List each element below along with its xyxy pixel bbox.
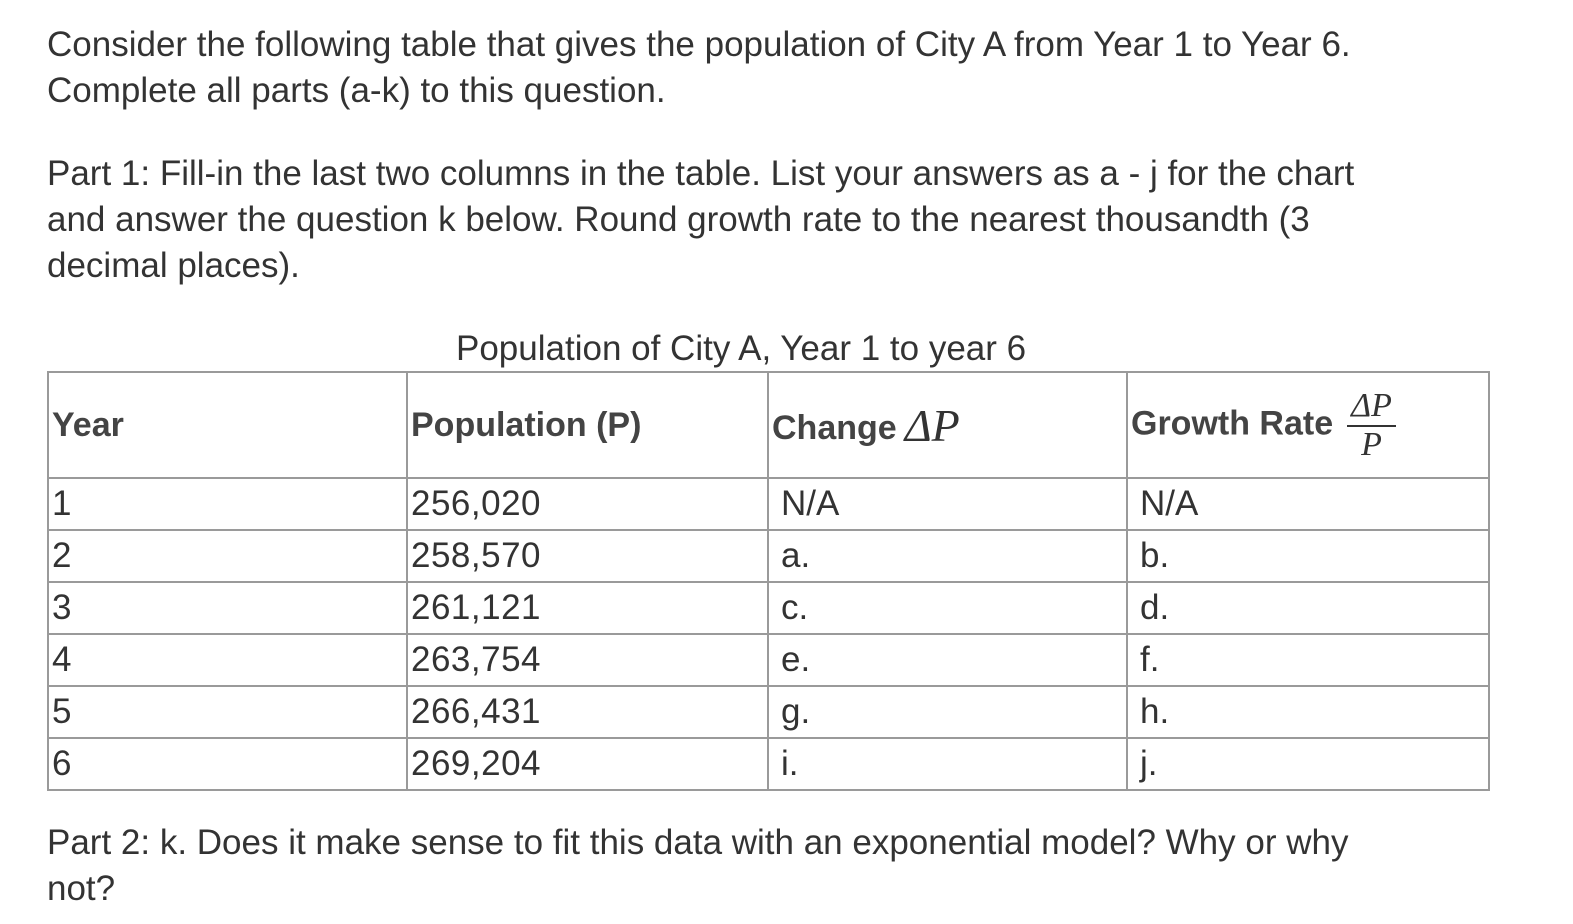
part1-line-3: decimal places). xyxy=(47,246,300,285)
part2-line-1: Part 2: k. Does it make sense to fit this data with an exponential model? Why or why xyxy=(47,823,1349,862)
part2-line-2: not? xyxy=(47,869,116,908)
change-cell: g. xyxy=(768,686,1127,738)
header-population xyxy=(407,372,768,478)
fraction-numerator: ΔP xyxy=(1347,389,1396,427)
fraction-denominator: P xyxy=(1361,425,1382,463)
growth-rate-cell: j. xyxy=(1127,738,1489,790)
part1-line-2: and answer the question k below. Round growth rate to the nearest thousandth (3 xyxy=(47,200,1310,239)
year-cell: 6 xyxy=(48,738,407,790)
year-cell: 5 xyxy=(48,686,407,738)
population-cell: 256,020 xyxy=(407,478,768,530)
table-row xyxy=(48,686,1489,738)
year-cell: 1 xyxy=(48,478,407,530)
change-cell: N/A xyxy=(768,478,1127,530)
header-year-label: Year xyxy=(52,405,124,444)
table-row xyxy=(48,634,1489,686)
growth-rate-fraction xyxy=(1347,386,1396,463)
change-cell: i. xyxy=(768,738,1127,790)
year-cell: 2 xyxy=(48,530,407,582)
growth-rate-cell: d. xyxy=(1127,582,1489,634)
header-change xyxy=(768,372,1127,478)
population-cell: 266,431 xyxy=(407,686,768,738)
header-year xyxy=(48,372,407,478)
change-delta-symbol: ΔP xyxy=(904,399,960,451)
intro-paragraph xyxy=(47,22,1517,114)
part1-instructions xyxy=(47,151,1517,289)
table-row xyxy=(48,530,1489,582)
population-cell: 258,570 xyxy=(407,530,768,582)
intro-line-1: Consider the following table that gives the population of City A from Year 1 to Year 6. xyxy=(47,25,1351,64)
population-cell: 261,121 xyxy=(407,582,768,634)
part2-question xyxy=(47,820,1517,912)
population-cell: 263,754 xyxy=(407,634,768,686)
header-growth-label: Growth Rate xyxy=(1131,403,1334,442)
change-cell: e. xyxy=(768,634,1127,686)
header-population-label: Population (P) xyxy=(411,405,642,444)
year-cell: 4 xyxy=(48,634,407,686)
change-cell: a. xyxy=(768,530,1127,582)
table-caption: Population of City A, Year 1 to year 6 xyxy=(456,329,1027,368)
part1-line-1: Part 1: Fill-in the last two columns in the table. List your answers as a - j for the chart xyxy=(47,154,1355,193)
population-cell: 269,204 xyxy=(407,738,768,790)
header-growth-rate xyxy=(1127,372,1489,478)
table-header-row xyxy=(48,372,1489,478)
growth-rate-cell: b. xyxy=(1127,530,1489,582)
table-row xyxy=(48,478,1489,530)
header-change-label: Change xyxy=(772,408,897,447)
table-row xyxy=(48,738,1489,790)
growth-rate-cell: f. xyxy=(1127,634,1489,686)
year-cell: 3 xyxy=(48,582,407,634)
population-table xyxy=(47,371,1490,791)
table-row xyxy=(48,582,1489,634)
growth-rate-cell: N/A xyxy=(1127,478,1489,530)
growth-rate-cell: h. xyxy=(1127,686,1489,738)
intro-line-2: Complete all parts (a-k) to this question. xyxy=(47,71,666,110)
change-cell: c. xyxy=(768,582,1127,634)
